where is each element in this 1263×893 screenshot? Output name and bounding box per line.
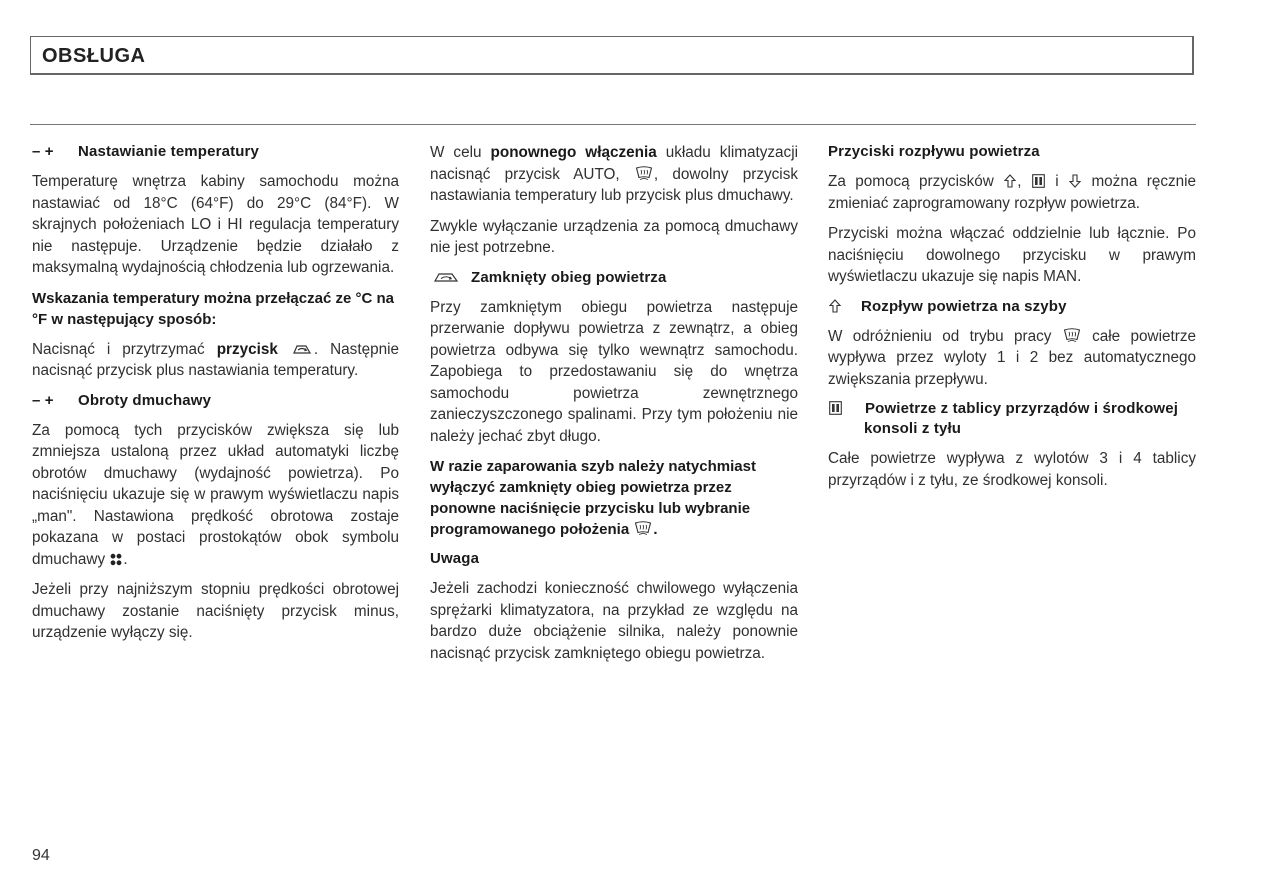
text-span: Za pomocą przycisków: [828, 173, 994, 190]
temperature-paragraph: Temperaturę wnętrza kabiny samochodu można nastawiać od 18°C (64°F) do 29°C (84°F). W skrajnych położeniach LO i HI regulacja temperatury nie następuje. Urządzenie będzie działało z maksymalną wydajnością chłodzenia lub ogrzewania.: [32, 173, 399, 276]
recirculation-icon: [431, 270, 461, 284]
windshield-heading-text: Rozpływ powietrza na szyby: [861, 297, 1067, 315]
bold-text: ponownego włączenia: [490, 144, 657, 161]
windshield-paragraph: [828, 326, 1196, 391]
text-span: i: [1055, 173, 1059, 190]
reactivation-paragraph: [430, 142, 798, 207]
panel-vent-icon: [829, 401, 855, 415]
recirculation-paragraph: Przy zamkniętym obiegu powietrza następuje przerwanie dopływu powietrza z zewnątrz, a obieg powietrza odbywa się tylko wewnątrz samochodu. Zapobiega to przedostawaniu się do wnętrza samochodu powietrza zewnętrznego zanieczyszczonego spalinami. Przy tym położeniu nie należy jechać zbyt długo.: [430, 298, 798, 445]
defrost-icon: [635, 166, 653, 181]
vent-down-icon: [1069, 174, 1081, 188]
unit-switch-paragraph: [32, 339, 399, 382]
temperature-heading-text: Nastawianie temperatury: [78, 143, 260, 160]
recirculation-heading-text: Zamknięty obieg powietrza: [471, 268, 667, 286]
panel-vent-icon: [1032, 174, 1045, 188]
fan-icon: [110, 553, 122, 566]
defrost-icon: [1063, 328, 1081, 343]
blower-heading: [32, 391, 399, 411]
text-span: .: [123, 550, 128, 568]
page-number: 94: [32, 847, 50, 864]
recirculation-heading: [430, 268, 798, 288]
text-span: . Następnie nacisnąć przycisk plus nastawiania temperatury.: [32, 340, 400, 379]
recirculation-icon: [291, 342, 313, 356]
blower-paragraph: [32, 420, 399, 571]
note-heading: Uwaga: [430, 550, 480, 567]
text-span: Nacisnąć i przytrzymać: [32, 340, 217, 358]
minus-plus-symbol: – +: [32, 143, 54, 160]
text-span: W razie zaparowania szyb należy natychmiast wyłączyć zamknięty obieg powietrza przez ponowne naciśnięcie przycisku lub wybranie programowanego położenia: [430, 458, 756, 538]
temperature-heading: [32, 142, 399, 162]
blower-heading-text: Obroty dmuchawy: [78, 391, 212, 409]
header-divider: [30, 124, 1196, 125]
text-span: układu klimatyzacji nacisnąć przycisk AUTO,: [430, 144, 798, 183]
blower-off-paragraph: Jeżeli przy najniższym stopniu prędkości obrotowej dmuchawy zostanie naciśnięty przycisk minus, urządzenie wyłączy się.: [32, 581, 399, 641]
text-span: ,: [1017, 173, 1022, 190]
distribution-paragraph: [828, 171, 1196, 214]
text-span: W celu: [430, 144, 491, 161]
text-span: całe powietrze wypływa przez wyloty 1 i 2 bez automatycznego zwiększania przepływu.: [828, 327, 1196, 388]
text-span: Za pomocą tych przycisków zwiększa się lub zmniejsza ustaloną przez układ automatyki liczbę obrotów dmuchawy (wydajność powietrza). Po naciśnięciu ukazuje się w prawym wyświetlaczu napis „man". Nastawiona prędkość obrotowa zostaje pokazana w postaci prostokątów obok symbolu dmuchawy: [32, 421, 399, 568]
note-paragraph: Jeżeli zachodzi konieczność chwilowego wyłączenia sprężarki klimatyzatora, na przykład ze względu na bardzo duże obciążenie silnika, należy ponownie nacisnąć przycisk zamkniętego obiegu powietrza.: [430, 580, 798, 662]
section-title: OBSŁUGA: [42, 45, 146, 67]
vent-up-icon: [829, 299, 851, 313]
column-2: [430, 142, 798, 673]
vent-up-icon: [1004, 174, 1016, 188]
buttons-paragraph: Przyciski można włączać oddzielnie lub łącznie. Po naciśnięciu dowolnego przycisku w prawym wyświetlaczu ukazuje się napis MAN.: [828, 225, 1196, 285]
text-span: W odróżnieniu od trybu pracy: [828, 327, 1052, 345]
text-span: można ręcznie zmieniać zaprogramowany rozpływ powietrza.: [828, 173, 1197, 212]
column-1: [32, 142, 399, 653]
column-3: [828, 142, 1196, 500]
windshield-heading: [828, 297, 1196, 317]
defrost-icon: [634, 521, 652, 536]
fogging-warning: [430, 456, 798, 540]
unit-switch-heading: Wskazania temperatury można przełączać ze °C na °F w następujący sposób:: [32, 289, 394, 328]
distribution-heading: Przyciski rozpływu powietrza: [828, 143, 1040, 160]
bold-text: przycisk: [216, 340, 278, 358]
minus-plus-symbol: – +: [32, 391, 54, 409]
panel-console-heading-text: Powietrze z tablicy przyrządów i środkowej konsoli z tyłu: [864, 400, 1179, 437]
text-span: , dowolny przycisk nastawiania temperatury lub przycisk plus dmuchawy.: [430, 165, 798, 204]
panel-console-paragraph: Całe powietrze wypływa z wylotów 3 i 4 tablicy przyrządów i z tyłu, ze środkowej konsoli.: [828, 450, 1196, 489]
text-span: .: [653, 521, 658, 538]
section-header: [30, 36, 1194, 75]
panel-console-heading: [828, 399, 1196, 439]
blower-note-paragraph: Zwykle wyłączanie urządzenia za pomocą dmuchawy nie jest potrzebne.: [430, 217, 798, 256]
